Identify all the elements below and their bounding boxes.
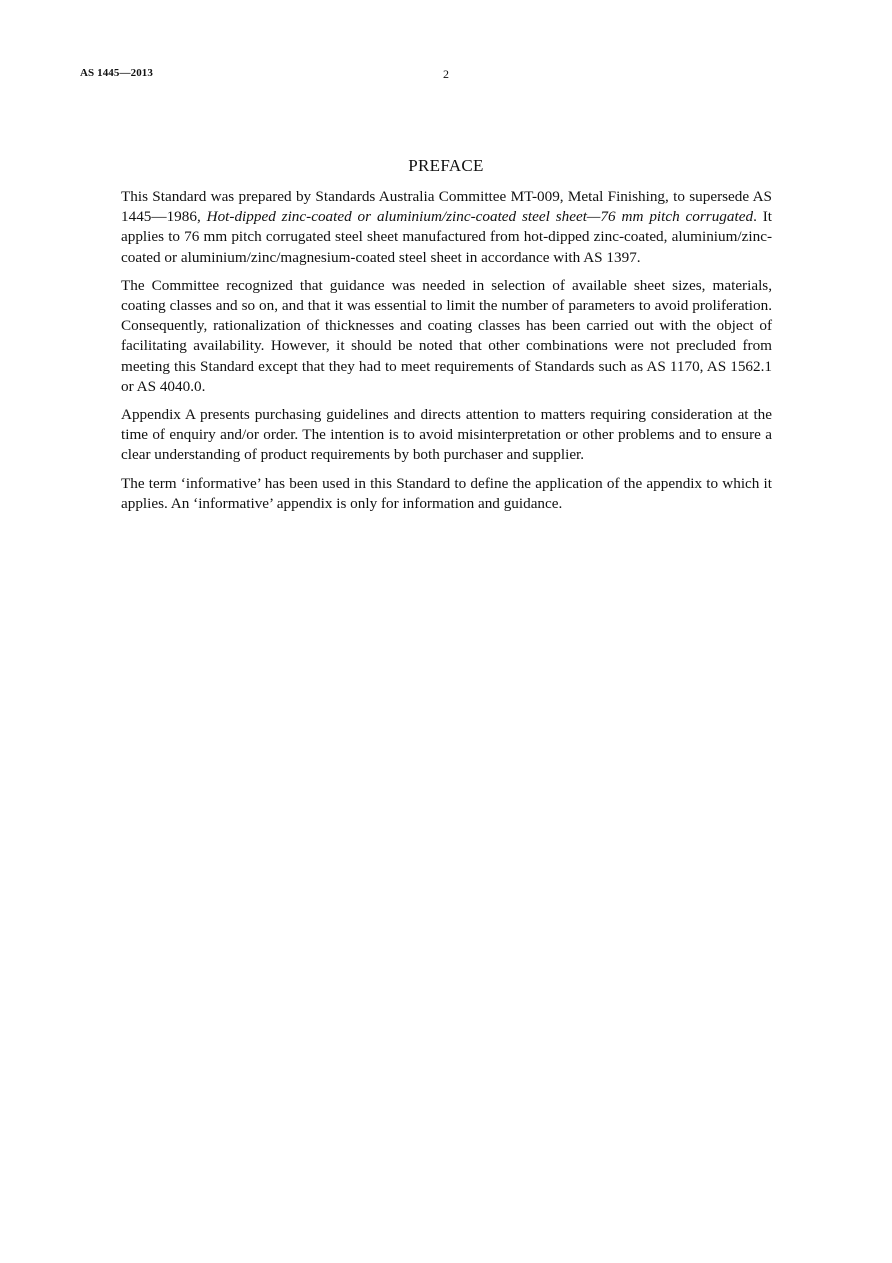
- preface-body: [121, 187, 772, 522]
- superseded-standard-title: Hot-dipped zinc-coated or aluminium/zinc-coated steel sheet—76 mm pitch corrugated: [206, 208, 754, 226]
- paragraph-2: The Committee recognized that guidance was needed in selection of available sheet sizes, materials, coating classes and so on, and that it was essential to limit the number of parameters to avoid proliferation. Consequently, rationalization of thicknesses and coating classes has been carried out with the object of facilitating availability. However, it should be noted that other combinations were not precluded from meeting this Standard except that they had to meet requirements of Standards such as AS 1170, AS 1562.1 or AS 4040.0.: [121, 276, 772, 395]
- page-number: 2: [443, 67, 449, 81]
- standard-id: AS 1445—2013: [80, 67, 154, 79]
- page-title: PREFACE: [408, 156, 484, 175]
- paragraph-1-text-b: . It applies to 76 mm pitch corrugated steel sheet manufactured from hot-dipped zinc-coated, aluminium/zinc-coated or aluminium/zinc/magnesium-coated steel sheet in accordance with AS 1397.: [121, 208, 773, 266]
- paragraph-4: The term ‘informative’ has been used in this Standard to define the application of the appendix to which it applies. An ‘informative’ appendix is only for information and guidance.: [121, 474, 772, 512]
- paragraph-1-text-a: This Standard was prepared by Standards Australia Committee MT-009, Metal Finishing, to supersede AS 1445—1986,: [121, 188, 772, 226]
- paragraph-1: [121, 187, 772, 268]
- paragraph-3: Appendix A presents purchasing guidelines and directs attention to matters requiring consideration at the time of enquiry and/or order. The intention is to avoid misinterpretation or other problems and to ensure a clear understanding of product requirements by both purchaser and supplier.: [121, 406, 772, 464]
